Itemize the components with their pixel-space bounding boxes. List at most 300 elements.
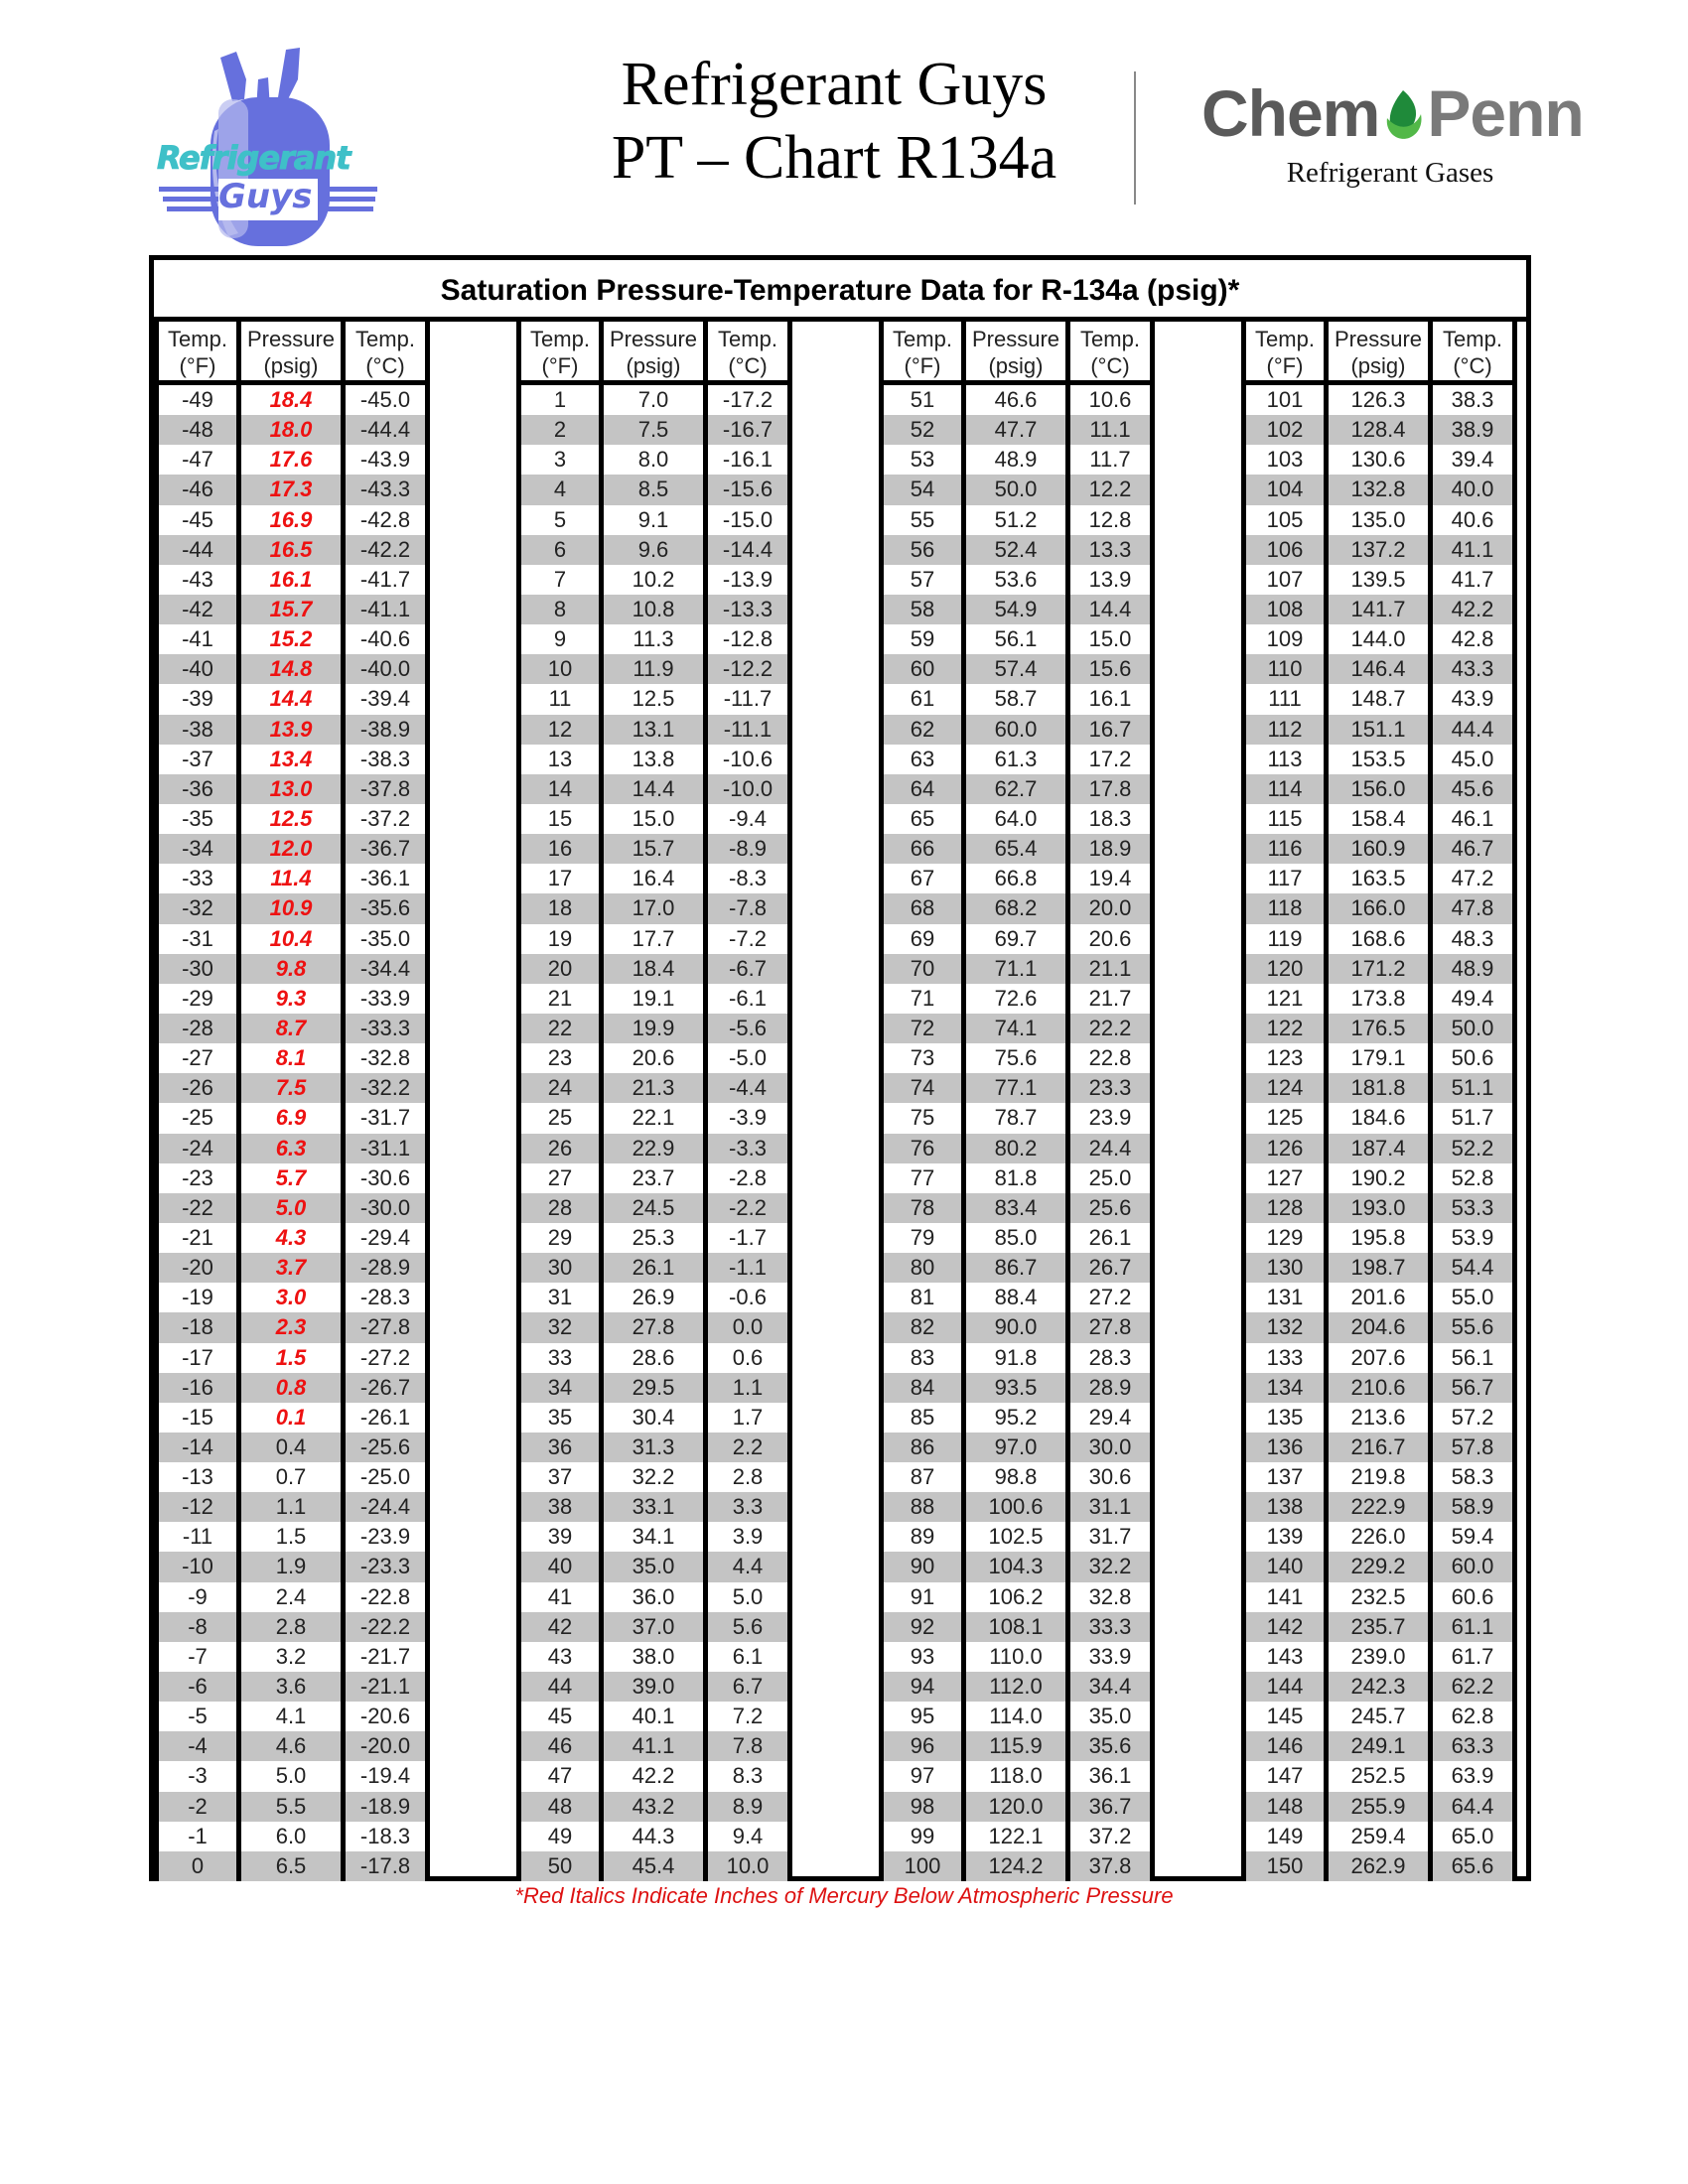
column-header-line2: (°C) <box>1090 353 1130 378</box>
table-cell: 74 <box>884 1073 961 1103</box>
column-header <box>1246 322 1324 385</box>
table-cell: -37.2 <box>359 805 411 831</box>
table-cell: 46.6 <box>994 387 1038 412</box>
table-cell: 122.1 <box>988 1823 1044 1848</box>
table-cell: 90 <box>884 1552 961 1581</box>
column-header-line1: Pressure <box>971 327 1060 351</box>
table-cell: 49.4 <box>1451 985 1494 1011</box>
table-cell: 166.0 <box>1329 893 1428 923</box>
table-cell: -32.2 <box>346 1073 425 1103</box>
table-cell: 9.3 <box>275 985 307 1011</box>
brand-chem: Chem <box>1201 76 1380 150</box>
table-cell: 1.5 <box>275 1524 307 1550</box>
table-cell: -38 <box>159 715 236 745</box>
table-cell: 20.6 <box>632 1045 675 1071</box>
table-cell: 60.0 <box>966 715 1065 745</box>
table-cell: 2.3 <box>241 1312 341 1342</box>
table-cell: 97.0 <box>966 1433 1065 1462</box>
column-header-line2: (psig) <box>1350 353 1406 378</box>
table-cell: 12.5 <box>269 805 313 831</box>
table-cell: 41 <box>547 1583 573 1609</box>
table-cell: 128 <box>1246 1193 1324 1223</box>
table-cell: 21.3 <box>604 1073 703 1103</box>
table-cell: 93.5 <box>966 1373 1065 1403</box>
table-cell: -30 <box>159 954 236 984</box>
table-cell: 184.6 <box>1350 1105 1406 1131</box>
table-cell: 54.9 <box>966 595 1065 624</box>
column-pressure <box>966 322 1070 1881</box>
table-cell: 2.8 <box>241 1612 341 1642</box>
table-cell: 46 <box>521 1731 599 1761</box>
table-cell: -33.9 <box>359 985 411 1011</box>
table-cell: 8.9 <box>708 1792 787 1822</box>
table-cell: -43 <box>182 566 213 592</box>
table-cell: 23.9 <box>1088 1105 1132 1131</box>
table-cell: 86.7 <box>966 1253 1065 1283</box>
column-header-line1: Temp. <box>718 327 777 351</box>
table-cell: -2 <box>159 1792 236 1822</box>
table-cell: 210.6 <box>1329 1373 1428 1403</box>
table-cell: 19.1 <box>632 985 675 1011</box>
table-cell: 41.1 <box>1433 535 1512 565</box>
table-cell: -14.4 <box>708 535 787 565</box>
table-cell: 0.6 <box>732 1344 764 1370</box>
table-cell: 50.0 <box>1433 1014 1512 1043</box>
table-cell: -12.8 <box>722 626 774 652</box>
table-cell: 36.0 <box>632 1583 675 1609</box>
table-cell: 0.4 <box>241 1433 341 1462</box>
table-cell: 0.8 <box>241 1373 341 1403</box>
table-cell: -23 <box>182 1164 213 1190</box>
table-cell: 51.2 <box>994 506 1038 532</box>
table-cell: 9.1 <box>637 506 669 532</box>
table-cell: -42 <box>159 595 236 624</box>
table-cell: 146.4 <box>1329 654 1428 684</box>
table-cell: 31 <box>547 1285 573 1310</box>
table-cell: 28.9 <box>1070 1373 1150 1403</box>
table-cell: 2.8 <box>732 1464 764 1490</box>
table-cell: 14 <box>521 774 599 804</box>
table-cell: 7.0 <box>637 387 669 412</box>
table-cell: -3.9 <box>729 1105 767 1131</box>
table-cell: 20 <box>521 954 599 984</box>
table-cell: 60 <box>884 654 961 684</box>
table-cell: -8.9 <box>708 834 787 864</box>
table-cell: 57.4 <box>966 654 1065 684</box>
chempenn-logo <box>1201 73 1599 212</box>
table-cell: 95 <box>910 1704 935 1729</box>
table-cell: 36 <box>521 1433 599 1462</box>
table-cell: 66.8 <box>994 866 1038 891</box>
table-cell: 89 <box>910 1524 935 1550</box>
table-cell: 6.3 <box>241 1134 341 1163</box>
table-cell: -30.0 <box>346 1193 425 1223</box>
table-cell: -3.3 <box>708 1134 787 1163</box>
column-temp-f <box>879 322 966 1881</box>
table-cell: 5.5 <box>241 1792 341 1822</box>
table-cell: 163.5 <box>1350 866 1406 891</box>
table-cell: -20.0 <box>346 1731 425 1761</box>
table-cell: 88 <box>884 1492 961 1522</box>
table-cell: 64.4 <box>1433 1792 1512 1822</box>
table-cell: -18 <box>159 1312 236 1342</box>
table-cell: -8 <box>159 1612 236 1642</box>
table-cell: 135.0 <box>1350 506 1406 532</box>
table-cell: 22.9 <box>604 1134 703 1163</box>
table-cell: 46.1 <box>1451 805 1494 831</box>
table-cell: 61.1 <box>1433 1612 1512 1642</box>
table-cell: 153.5 <box>1350 746 1406 771</box>
table-cell: 14.4 <box>269 686 313 712</box>
table-cell: 10.2 <box>632 566 675 592</box>
table-cell: 12.8 <box>1088 506 1132 532</box>
table-cell: 73 <box>910 1045 935 1071</box>
table-cell: 54 <box>884 475 961 504</box>
table-cell: 21.1 <box>1070 954 1150 984</box>
table-cell: 68.2 <box>966 893 1065 923</box>
table-cell: -44 <box>159 535 236 565</box>
table-cell: -45.0 <box>359 387 411 412</box>
column-header-line2: (°C) <box>1453 353 1492 378</box>
table-cell: -44.4 <box>346 415 425 445</box>
table-cell: 124 <box>1246 1073 1324 1103</box>
table-cell: -7 <box>188 1643 208 1669</box>
table-cell: -18.9 <box>346 1792 425 1822</box>
table-cell: 31.7 <box>1088 1524 1132 1550</box>
table-cell: 20.6 <box>1088 925 1132 951</box>
table-cell: -11 <box>182 1524 213 1550</box>
table-cell: -36.1 <box>359 866 411 891</box>
table-cell: 58.9 <box>1433 1492 1512 1522</box>
table-cell: 222.9 <box>1329 1492 1428 1522</box>
column-header-line2: (psig) <box>626 353 681 378</box>
table-cell: 106.2 <box>988 1583 1044 1609</box>
table-cell: 16.5 <box>241 535 341 565</box>
table-cell: 23 <box>547 1045 573 1071</box>
table-cell: 51.1 <box>1433 1073 1512 1103</box>
table-cell: 7 <box>553 566 567 592</box>
table-cell: 48 <box>521 1792 599 1822</box>
table-cell: 15.7 <box>604 834 703 864</box>
table-cell: 18 <box>521 893 599 923</box>
table-cell: 25.6 <box>1070 1193 1150 1223</box>
table-cell: 130 <box>1246 1253 1324 1283</box>
table-cell: 108.1 <box>966 1612 1065 1642</box>
table-cell: 52 <box>884 415 961 445</box>
table-cell: 111 <box>1268 686 1302 712</box>
table-cell: -19 <box>182 1285 213 1310</box>
table-cell: 13.8 <box>632 746 675 771</box>
table-cell: 30.6 <box>1088 1464 1132 1490</box>
table-cell: 33.3 <box>1070 1612 1150 1642</box>
table-cell: -42.8 <box>359 506 411 532</box>
table-cell: 72 <box>884 1014 961 1043</box>
table-cell: 38 <box>521 1492 599 1522</box>
table-cell: 74.1 <box>966 1014 1065 1043</box>
table-cell: 40.0 <box>1433 475 1512 504</box>
table-cell: -20 <box>159 1253 236 1283</box>
column-temp-c <box>708 322 792 1881</box>
table-cell: 5.7 <box>275 1164 307 1190</box>
table-cell: 40 <box>521 1552 599 1581</box>
table-cell: 80.2 <box>966 1134 1065 1163</box>
table-cell: 53.9 <box>1451 1224 1494 1250</box>
table-cell: 16.4 <box>632 866 675 891</box>
table-cell: 53.6 <box>994 566 1038 592</box>
table-cell: 68 <box>884 893 961 923</box>
column-header-line2: (°C) <box>728 353 768 378</box>
column-header <box>241 322 341 385</box>
table-cell: 235.7 <box>1329 1612 1428 1642</box>
table-cell: 59 <box>910 626 935 652</box>
header-divider <box>1134 71 1136 205</box>
table-cell: 37.8 <box>1070 1851 1150 1881</box>
table-cell: 13.0 <box>241 774 341 804</box>
table-cell: 56.7 <box>1433 1373 1512 1403</box>
column-header <box>1433 322 1512 385</box>
table-cell: 3.9 <box>732 1524 764 1550</box>
table-cell: -19.4 <box>359 1763 411 1789</box>
table-cell: 13 <box>547 746 573 771</box>
table-cell: 75.6 <box>994 1045 1038 1071</box>
table-cell: 3.6 <box>241 1672 341 1702</box>
table-cell: 252.5 <box>1350 1763 1406 1789</box>
table-cell: 72.6 <box>994 985 1038 1011</box>
table-cell: 144.0 <box>1350 626 1406 652</box>
table-cell: 62.8 <box>1451 1704 1494 1729</box>
table-cell: 62.7 <box>966 774 1065 804</box>
table-cell: 94 <box>884 1672 961 1702</box>
table-cell: 49 <box>547 1823 573 1848</box>
table-cell: 207.6 <box>1350 1344 1406 1370</box>
table-cell: -24 <box>159 1134 236 1163</box>
table-cell: 64 <box>884 774 961 804</box>
pt-chart-table <box>149 255 1531 1881</box>
table-cell: 135 <box>1266 1404 1304 1430</box>
table-cell: -26.1 <box>359 1404 411 1430</box>
table-cell: 21 <box>547 985 573 1011</box>
table-cell: 133 <box>1266 1344 1304 1370</box>
table-cell: 232.5 <box>1350 1583 1406 1609</box>
table-cell: 10.4 <box>269 925 313 951</box>
table-cell: 16.1 <box>1088 686 1132 712</box>
table-cell: 6.9 <box>275 1105 307 1131</box>
table-cell: 112 <box>1246 715 1324 745</box>
table-cell: 242.3 <box>1329 1672 1428 1702</box>
table-cell: 14.4 <box>1070 595 1150 624</box>
table-cell: 12 <box>521 715 599 745</box>
table-cell: -20.6 <box>359 1704 411 1729</box>
column-header-line1: Temp. <box>893 327 952 351</box>
table-cell: 100 <box>884 1851 961 1881</box>
table-cell: -2.8 <box>729 1164 767 1190</box>
table-cell: 160.9 <box>1329 834 1428 864</box>
table-cell: 22.2 <box>1070 1014 1150 1043</box>
table-cell: 28.6 <box>632 1344 675 1370</box>
table-cell: 98 <box>884 1792 961 1822</box>
table-cell: 126.3 <box>1350 387 1406 412</box>
table-cell: 104 <box>1246 475 1324 504</box>
table-cell: -27.2 <box>359 1344 411 1370</box>
table-cell: -35.6 <box>346 893 425 923</box>
logo-text-guys: Guys <box>218 177 313 216</box>
table-cell: 100.6 <box>966 1492 1065 1522</box>
table-cell: 38.3 <box>1451 387 1494 412</box>
table-cell: 16.7 <box>1070 715 1150 745</box>
brand-penn: Penn <box>1427 76 1584 150</box>
table-cell: 92 <box>884 1612 961 1642</box>
column-temp-f <box>154 322 241 1881</box>
table-cell: 10.9 <box>241 893 341 923</box>
table-cell: 143 <box>1266 1643 1304 1669</box>
table-cell: 10 <box>521 654 599 684</box>
table-cell: 34.4 <box>1070 1672 1150 1702</box>
table-cell: 15.2 <box>269 626 313 652</box>
table-cell: 27.8 <box>1070 1312 1150 1342</box>
table-cell: 41.7 <box>1451 566 1494 592</box>
table-cell: 7.2 <box>732 1704 764 1729</box>
table-cell: -13.3 <box>708 595 787 624</box>
column-header-line2: (°F) <box>541 353 579 378</box>
table-cell: 18.0 <box>241 415 341 445</box>
table-cell: -7.8 <box>708 893 787 923</box>
table-cell: 70 <box>884 954 961 984</box>
table-cell: -37 <box>182 746 213 771</box>
table-cell: -43.3 <box>346 475 425 504</box>
table-cell: 0.7 <box>275 1464 307 1490</box>
table-cell: -37.8 <box>346 774 425 804</box>
table-cell: -21 <box>182 1224 213 1250</box>
table-cell: 31.3 <box>604 1433 703 1462</box>
table-cell: 5 <box>553 506 567 532</box>
column-header <box>1329 322 1428 385</box>
table-cell: 48.3 <box>1451 925 1494 951</box>
table-cell: 35 <box>547 1404 573 1430</box>
table-cell: 204.6 <box>1329 1312 1428 1342</box>
table-cell: 148.7 <box>1350 686 1406 712</box>
column-header <box>521 322 599 385</box>
table-cell: 148 <box>1246 1792 1324 1822</box>
table-cell: 77 <box>910 1164 935 1190</box>
table-cell: 47.8 <box>1433 893 1512 923</box>
table-cell: -16.1 <box>722 447 774 473</box>
table-cell: 106 <box>1246 535 1324 565</box>
table-cell: -29.4 <box>359 1224 411 1250</box>
table-cell: 120.0 <box>966 1792 1065 1822</box>
table-cell: 47.7 <box>966 415 1065 445</box>
table-cell: 77.1 <box>966 1073 1065 1103</box>
table-cell: 12.2 <box>1070 475 1150 504</box>
table-cell: -34 <box>159 834 236 864</box>
table-cell: 34 <box>521 1373 599 1403</box>
table-cell: -40 <box>159 654 236 684</box>
table-cell: -5 <box>188 1704 208 1729</box>
table-cell: 1.1 <box>708 1373 787 1403</box>
table-cell: -46 <box>159 475 236 504</box>
table-cell: -4 <box>159 1731 236 1761</box>
table-cell: 132.8 <box>1329 475 1428 504</box>
table-title: Saturation Pressure-Temperature Data for R-134a (psig)* <box>154 260 1526 322</box>
table-cell: -25 <box>182 1105 213 1131</box>
title-line-2: PT – Chart R134a <box>611 124 1057 192</box>
table-cell: 15 <box>547 805 573 831</box>
table-cell: -22 <box>159 1193 236 1223</box>
table-cell: 1.7 <box>732 1404 764 1430</box>
table-cell: 42.8 <box>1451 626 1494 652</box>
table-cell: 0.1 <box>275 1404 307 1430</box>
table-cell: 229.2 <box>1329 1552 1428 1581</box>
table-cell: 158.4 <box>1350 805 1406 831</box>
table-cell: 124.2 <box>966 1851 1065 1881</box>
table-cell: 23.3 <box>1070 1073 1150 1103</box>
table-cell: 50 <box>521 1851 599 1881</box>
table-cell: 65.6 <box>1433 1851 1512 1881</box>
column-header <box>884 322 961 385</box>
table-cell: 32.2 <box>632 1464 675 1490</box>
table-cell: 120 <box>1246 954 1324 984</box>
table-cell: 173.8 <box>1350 985 1406 1011</box>
table-cell: 121 <box>1266 985 1304 1011</box>
table-cell: 146 <box>1246 1731 1324 1761</box>
table-cell: -2.2 <box>708 1193 787 1223</box>
table-cell: -14 <box>159 1433 236 1462</box>
table-cell: 25.0 <box>1088 1164 1132 1190</box>
table-cell: 6 <box>521 535 599 565</box>
table-cell: 32 <box>521 1312 599 1342</box>
column-header-line1: Temp. <box>168 327 227 351</box>
column-header <box>708 322 787 385</box>
table-cell: 43 <box>547 1643 573 1669</box>
table-cell: 139.5 <box>1350 566 1406 592</box>
table-cell: 86 <box>884 1433 961 1462</box>
table-cell: 93 <box>910 1643 935 1669</box>
table-cell: 7.5 <box>604 415 703 445</box>
table-cell: 16.1 <box>269 566 313 592</box>
table-cell: -26.7 <box>346 1373 425 1403</box>
table-cell: 13.1 <box>604 715 703 745</box>
table-cell: 102.5 <box>988 1524 1044 1550</box>
table-cell: -13 <box>182 1464 213 1490</box>
table-cell: 8.1 <box>275 1045 307 1071</box>
table-cell: 5.6 <box>708 1612 787 1642</box>
column-header <box>346 322 425 385</box>
table-cell: 144 <box>1246 1672 1324 1702</box>
table-cell: 6.1 <box>732 1643 764 1669</box>
table-cell: -41 <box>182 626 213 652</box>
table-cell: -22.8 <box>359 1583 411 1609</box>
table-cell: -24.4 <box>346 1492 425 1522</box>
table-cell: 63 <box>910 746 935 771</box>
column-pressure <box>241 322 346 1881</box>
table-cell: -17 <box>182 1344 213 1370</box>
column-temp-f <box>1241 322 1329 1881</box>
table-cell: 40.1 <box>632 1704 675 1729</box>
column-header-line1: Pressure <box>609 327 698 351</box>
column-pressure <box>1329 322 1433 1881</box>
table-cell: 91 <box>910 1583 935 1609</box>
table-cell: 53.3 <box>1433 1193 1512 1223</box>
table-cell: -48 <box>159 415 236 445</box>
table-cell: 14.4 <box>604 774 703 804</box>
table-cell: 78.7 <box>994 1105 1038 1131</box>
table-cell: 62 <box>884 715 961 745</box>
table-cell: -18.3 <box>359 1823 411 1848</box>
table-cell: -1.7 <box>729 1224 767 1250</box>
brand-tagline: Refrigerant Gases <box>1286 157 1494 189</box>
table-cell: 5.0 <box>241 1193 341 1223</box>
table-cell: 108 <box>1246 595 1324 624</box>
table-cell: 17.2 <box>1088 746 1132 771</box>
